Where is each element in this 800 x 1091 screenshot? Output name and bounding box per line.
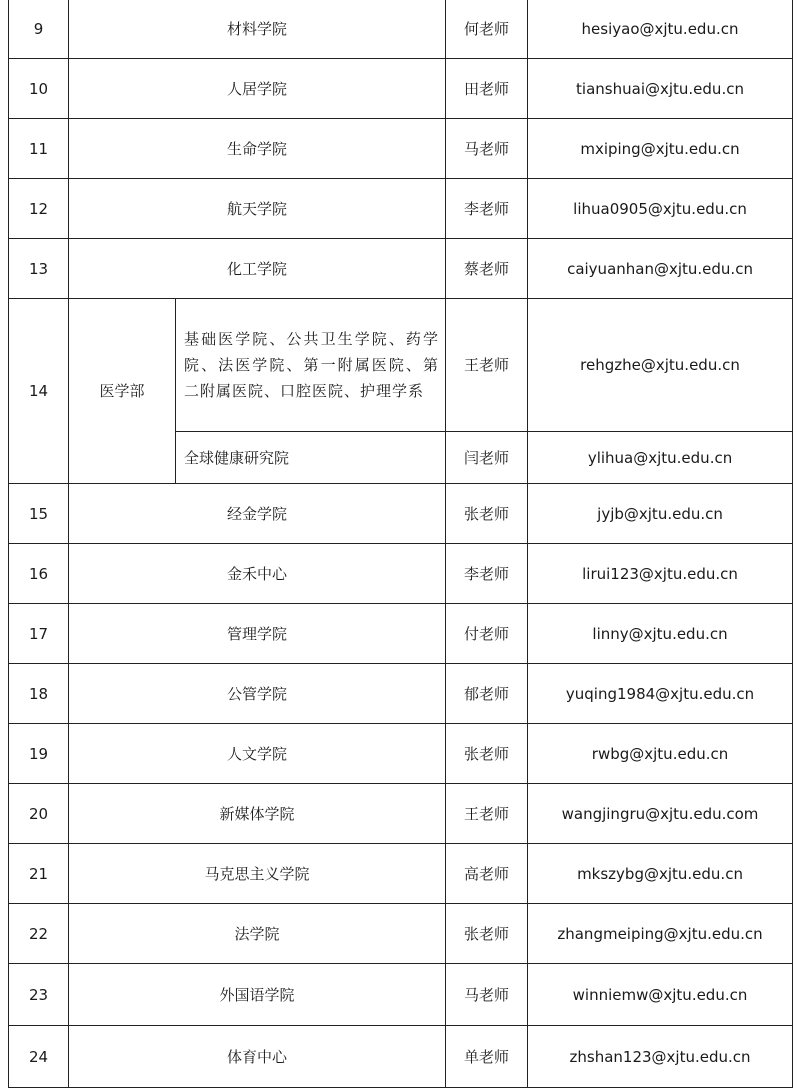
row-number: 22 — [9, 904, 69, 964]
college-name: 外国语学院 — [69, 964, 446, 1026]
contact-teacher: 付老师 — [446, 604, 528, 664]
contact-email[interactable]: tianshuai@xjtu.edu.cn — [528, 59, 793, 119]
sub-unit-name: 基础医学院、公共卫生学院、药学院、法医学院、第一附属医院、第二附属医院、口腔医院、护理学系 — [176, 299, 446, 432]
contact-teacher: 田老师 — [446, 59, 528, 119]
row-number: 19 — [9, 724, 69, 784]
row-number: 21 — [9, 844, 69, 904]
row-number: 10 — [9, 59, 69, 119]
department-name: 医学部 — [69, 299, 176, 484]
college-name: 人居学院 — [69, 59, 446, 119]
row-number: 20 — [9, 784, 69, 844]
contact-email[interactable]: winniemw@xjtu.edu.cn — [528, 964, 793, 1026]
college-name: 新媒体学院 — [69, 784, 446, 844]
row-number: 12 — [9, 179, 69, 239]
table-row — [9, 59, 793, 119]
contact-email[interactable]: linny@xjtu.edu.cn — [528, 604, 793, 664]
contact-email[interactable]: jyjb@xjtu.edu.cn — [528, 484, 793, 544]
contact-teacher: 李老师 — [446, 179, 528, 239]
contact-teacher: 单老师 — [446, 1026, 528, 1088]
college-name: 法学院 — [69, 904, 446, 964]
row-number: 18 — [9, 664, 69, 724]
contact-email[interactable]: hesiyao@xjtu.edu.cn — [528, 0, 793, 59]
contact-teacher: 王老师 — [446, 784, 528, 844]
contact-email[interactable]: ylihua@xjtu.edu.cn — [528, 432, 793, 484]
contact-email[interactable]: rehgzhe@xjtu.edu.cn — [528, 299, 793, 432]
contact-teacher: 高老师 — [446, 844, 528, 904]
contact-teacher: 张老师 — [446, 904, 528, 964]
row-number: 11 — [9, 119, 69, 179]
table-row — [9, 664, 793, 724]
table-row — [9, 239, 793, 299]
table-row — [9, 784, 793, 844]
college-name: 经金学院 — [69, 484, 446, 544]
college-name: 管理学院 — [69, 604, 446, 664]
contact-teacher: 马老师 — [446, 119, 528, 179]
row-number: 15 — [9, 484, 69, 544]
contact-email[interactable]: caiyuanhan@xjtu.edu.cn — [528, 239, 793, 299]
table-row — [9, 604, 793, 664]
contact-teacher: 王老师 — [446, 299, 528, 432]
contact-email[interactable]: zhangmeiping@xjtu.edu.cn — [528, 904, 793, 964]
college-name: 化工学院 — [69, 239, 446, 299]
contact-email[interactable]: rwbg@xjtu.edu.cn — [528, 724, 793, 784]
contact-teacher: 李老师 — [446, 544, 528, 604]
contact-teacher: 何老师 — [446, 0, 528, 59]
table-row — [9, 0, 793, 59]
row-number: 14 — [9, 299, 69, 484]
contact-email[interactable]: mkszybg@xjtu.edu.cn — [528, 844, 793, 904]
contact-email[interactable]: lihua0905@xjtu.edu.cn — [528, 179, 793, 239]
table-row-medical — [9, 299, 793, 432]
sub-unit-name: 全球健康研究院 — [176, 432, 446, 484]
college-name: 航天学院 — [69, 179, 446, 239]
college-name: 体育中心 — [69, 1026, 446, 1088]
table-row — [9, 724, 793, 784]
table-row — [9, 544, 793, 604]
table-row — [9, 904, 793, 964]
row-number: 24 — [9, 1026, 69, 1088]
contact-email[interactable]: mxiping@xjtu.edu.cn — [528, 119, 793, 179]
contact-email[interactable]: wangjingru@xjtu.edu.com — [528, 784, 793, 844]
college-name: 材料学院 — [69, 0, 446, 59]
row-number: 9 — [9, 0, 69, 59]
contact-teacher: 郁老师 — [446, 664, 528, 724]
contact-email[interactable]: lirui123@xjtu.edu.cn — [528, 544, 793, 604]
table-row — [9, 844, 793, 904]
college-name: 马克思主义学院 — [69, 844, 446, 904]
table-row — [9, 179, 793, 239]
row-number: 16 — [9, 544, 69, 604]
table-row — [9, 119, 793, 179]
row-number: 13 — [9, 239, 69, 299]
college-name: 人文学院 — [69, 724, 446, 784]
contact-email[interactable]: yuqing1984@xjtu.edu.cn — [528, 664, 793, 724]
row-number: 23 — [9, 964, 69, 1026]
contact-teacher: 闫老师 — [446, 432, 528, 484]
table-row — [9, 964, 793, 1026]
row-number: 17 — [9, 604, 69, 664]
college-name: 金禾中心 — [69, 544, 446, 604]
college-name: 生命学院 — [69, 119, 446, 179]
table-row — [9, 1026, 793, 1088]
contact-email[interactable]: zhshan123@xjtu.edu.cn — [528, 1026, 793, 1088]
contact-table — [8, 0, 793, 1088]
table-row — [9, 484, 793, 544]
contact-teacher: 马老师 — [446, 964, 528, 1026]
college-name: 公管学院 — [69, 664, 446, 724]
contact-teacher: 蔡老师 — [446, 239, 528, 299]
contact-teacher: 张老师 — [446, 724, 528, 784]
contact-teacher: 张老师 — [446, 484, 528, 544]
